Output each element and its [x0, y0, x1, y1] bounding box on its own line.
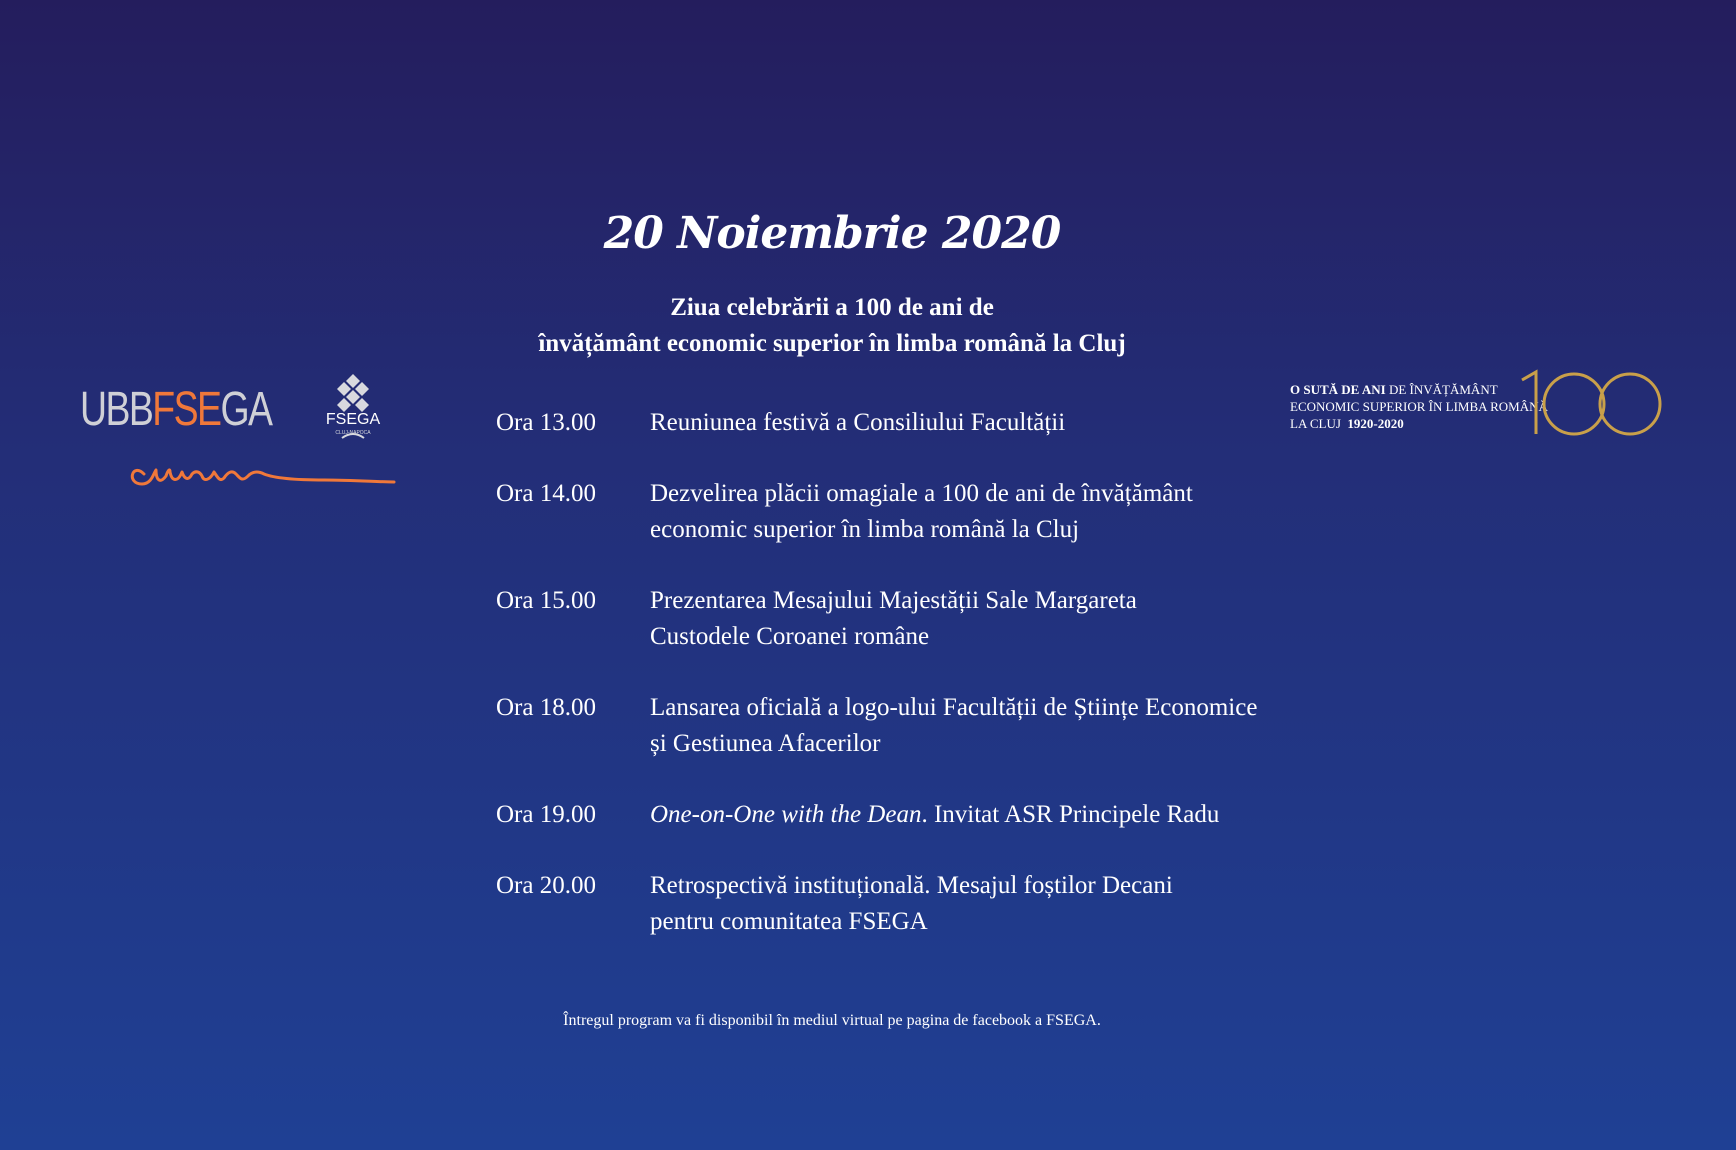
- schedule-description: Dezvelirea plăcii omagiale a 100 de ani de învățământ economic superior în limba română la Cluj: [650, 480, 1193, 543]
- schedule-time: Ora 19.00: [496, 801, 596, 828]
- footnote: Întregul program va fi disponibil în mediul virtual pe pagina de facebook a FSEGA.: [563, 1012, 1101, 1029]
- ubb-fsega-logo: [80, 372, 390, 490]
- crest-sublabel: CLUJ-NAPOCA: [335, 430, 371, 436]
- date-title: 20 Noiembrie 2020: [603, 208, 1061, 259]
- schedule-item: [496, 476, 1350, 548]
- schedule-time: Ora 13.00: [496, 409, 596, 436]
- centenary-caption: O SUTĂ DE ANI DE ÎNVĂȚĂMÂNT ECONOMIC SUPERIOR ÎN LIMBA ROMÂNĂ LA CLUJ 1920-2020: [1290, 382, 1548, 431]
- svg-text:Cuvine: Cuvine: [124, 442, 128, 443]
- schedule-description: Lansarea oficială a logo-ului Facultății de Științe Economice și Gestiunea Afacerilor: [650, 694, 1258, 757]
- schedule-description: Prezentarea Mesajului Majestății Sale Margareta Custodele Coroanei române: [650, 587, 1137, 650]
- schedule-item: [496, 405, 1350, 441]
- schedule-description: Reuniunea festivă a Consiliului Facultății: [650, 409, 1066, 436]
- schedule-time: Ora 14.00: [496, 480, 596, 507]
- crest-label: FSEGA: [325, 411, 381, 428]
- schedule-time: Ora 18.00: [496, 694, 596, 721]
- schedule-item: [496, 868, 1350, 940]
- cuvine-signature: [124, 442, 424, 492]
- subtitle-line-1: Ziua celebrării a 100 de ani de: [670, 294, 994, 321]
- fsega-crest-icon: [320, 372, 386, 444]
- hundred-emblem: [1456, 368, 1668, 438]
- schedule-description: Retrospectivă instituțională. Mesajul foștilor Decani pentru comunitatea FSEGA: [650, 872, 1173, 935]
- schedule-item: [496, 583, 1350, 655]
- subtitle-line-2: învățământ economic superior în limba română la Cluj: [538, 330, 1126, 357]
- ubb-fsega-wordmark: UBBFSEGA: [80, 383, 272, 436]
- schedule-item: [496, 690, 1350, 762]
- schedule-time: Ora 20.00: [496, 872, 596, 899]
- subtitle: [0, 290, 1664, 362]
- schedule-time: Ora 15.00: [496, 587, 596, 614]
- svg-text:100: 100: [1456, 368, 1458, 369]
- schedule-description: One-on-One with the Dean. Invitat ASR Principele Radu: [650, 801, 1220, 828]
- schedule-item: [496, 797, 1350, 833]
